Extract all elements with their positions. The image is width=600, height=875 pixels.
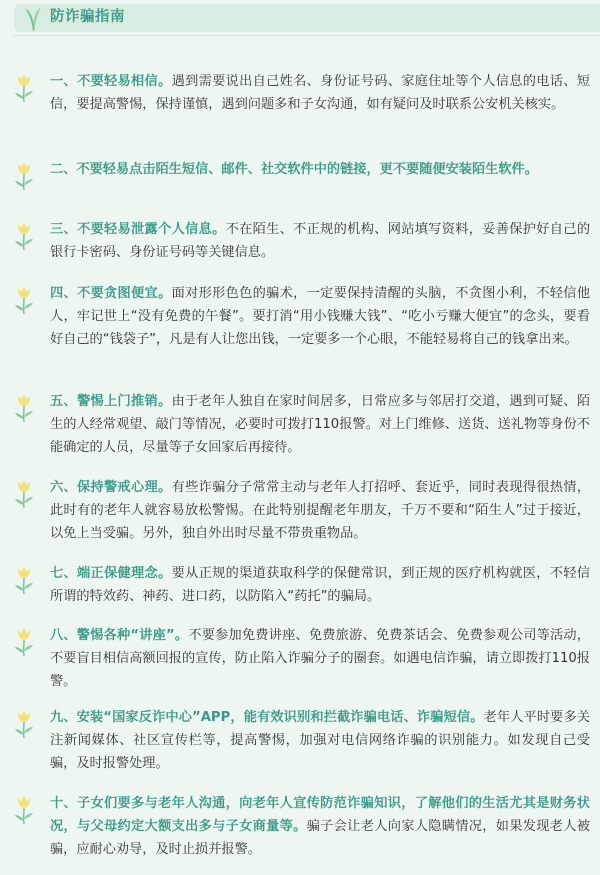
item-heading: 八、警惕各种“讲座”。 bbox=[50, 628, 189, 643]
item-text bbox=[50, 390, 590, 459]
item-text bbox=[50, 476, 590, 545]
tulip-icon bbox=[12, 478, 36, 508]
item-heading: 九、安装“国家反诈中心”APP，能有效识别和拦截诈骗电话、诈骗短信。 bbox=[50, 710, 484, 725]
tulip-icon bbox=[12, 284, 36, 314]
item-text bbox=[50, 706, 590, 775]
item-text bbox=[50, 624, 590, 693]
item-heading: 四、不要贪图便宜。 bbox=[50, 286, 172, 301]
item-text bbox=[50, 218, 590, 264]
tulip-icon bbox=[12, 72, 36, 102]
item-text bbox=[50, 792, 590, 861]
tulip-icon bbox=[12, 794, 36, 824]
item-heading: 五、警惕上门推销。 bbox=[50, 394, 172, 409]
item-text bbox=[50, 70, 590, 116]
page-title: 防诈骗指南 bbox=[50, 9, 125, 25]
tulip-icon bbox=[12, 564, 36, 594]
item-heading: 十、子女们要多与老年人沟通，向老年人宣传防范诈骗知识，了解他们的生活尤其是财务状况，与父母约定大额支出多与子女商量等。 bbox=[50, 796, 590, 834]
tulip-icon bbox=[12, 708, 36, 738]
tulip-icon bbox=[12, 160, 36, 190]
tulip-icon bbox=[12, 392, 36, 422]
item-body: 骗子会让老人向家人隐瞒情况，如果发现老人被骗，应耐心劝导，及时止损并报警。 bbox=[50, 819, 591, 857]
leaf-icon bbox=[22, 4, 44, 32]
item-heading: 一、不要轻易相信。 bbox=[50, 74, 172, 89]
header-divider bbox=[14, 35, 600, 36]
item-heading: 七、端正保健理念。 bbox=[50, 566, 172, 581]
item-body: 有些诈骗分子常常主动与老年人打招呼、套近乎，同时表现得很热情，此时有的老年人就容易放松警惕。在此特别提醒老年朋友，千万不要和“陌生人”过于接近，以免上当受骗。另外，独自外出时尽量不带贵重物品。 bbox=[50, 480, 591, 541]
item-body: 不要参加免费讲座、免费旅游、免费茶话会、免费参观公司等活动，不要盲目相信高额回报的宣传，防止陷入诈骗分子的圈套。如遇电信诈骗，请立即拨打110报警。 bbox=[50, 628, 590, 689]
item-text bbox=[50, 562, 590, 608]
item-body: 不在陌生、不正规的机构、网站填写资料，妥善保护好自己的银行卡密码、身份证号码等关键信息。 bbox=[50, 222, 591, 260]
item-heading: 三、不要轻易泄露个人信息。 bbox=[50, 222, 226, 237]
item-heading: 六、保持警戒心理。 bbox=[50, 480, 172, 495]
item-body: 要从正规的渠道获取科学的保健常识，到正规的医疗机构就医，不轻信所谓的特效药、神药、进口药，以防陷入“药托”的骗局。 bbox=[50, 566, 591, 604]
item-body: 由于老年人独自在家时间居多，日常应多与邻居打交道，遇到可疑、陌生的人经常观望、敲门等情况，必要时可拨打110报警。对上门维修、送货、送礼物等身份不能确定的人员，尽量等子女回家后再接待。 bbox=[50, 394, 591, 455]
item-heading: 二、不要轻易点击陌生短信、邮件、社交软件中的链接，更不要随便安装陌生软件。 bbox=[50, 162, 538, 177]
item-text bbox=[50, 158, 590, 181]
tulip-icon bbox=[12, 220, 36, 250]
item-body: 面对形形色色的骗术，一定要保持清醒的头脑，不贪图小利，不轻信他人，牢记世上“没有免费的午餐”。要打消“用小钱赚大钱”、“吃小亏赚大便宜”的念头，要看好自己的“钱袋子”，凡是有人让您出钱，一定要多一个心眼，不能轻易将自己的钱拿出来。 bbox=[50, 286, 591, 347]
header bbox=[0, 0, 600, 36]
tulip-icon bbox=[12, 626, 36, 656]
item-text bbox=[50, 282, 590, 351]
item-body: 老年人平时要多关注新闻媒体、社区宣传栏等，提高警惕，加强对电信网络诈骗的识别能力。如发现自己受骗，及时报警处理。 bbox=[50, 710, 591, 771]
item-body: 遇到需要说出自己姓名、身份证号码、家庭住址等个人信息的电话、短信，要提高警惕，保持谨慎，遇到问题多和子女沟通，如有疑问及时联系公安机关核实。 bbox=[50, 74, 591, 112]
